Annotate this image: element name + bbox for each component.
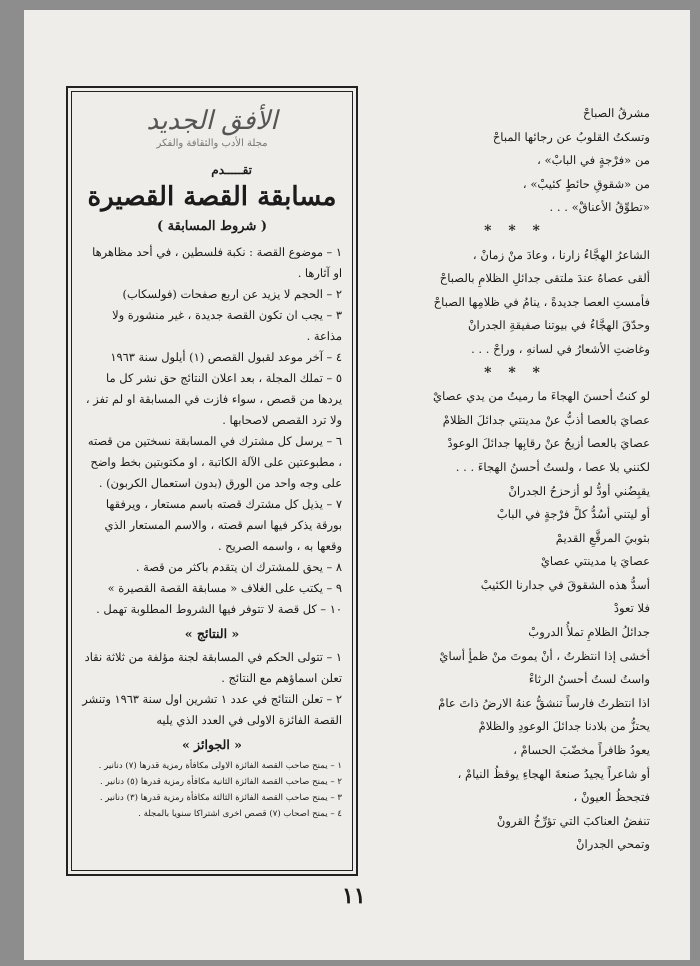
poem-line: أخشى إذا انتظرتُ ، أنْ يموتَ منْ ظمأٍ أسايْ: [439, 648, 650, 663]
prizes-list: [82, 758, 342, 822]
prize-item: ٢ – يمنح صاحب القصة الفائزة الثانية مكافأة رمزية قدرها (٥) دنانير .: [100, 777, 342, 787]
condition-item: ٥ – تملك المجلة ، بعد اعلان النتائج حق نشر كل ما يردها من قصص ، سواء فازت في المسابقة او لم تفز ، ولا ترد القصص لاصحابها .: [85, 371, 342, 427]
poem-line: من «فرْجةٍ في البابْ» ،: [537, 153, 650, 168]
contest-announcement-inner: [71, 91, 353, 871]
presents-label: تقـــــدم: [211, 163, 252, 177]
poem-line: اذا انتظرتُ فارساً تنشقُّ عنهُ الارضُ ذاتَ عامْ: [438, 695, 650, 710]
poem-line: مشرقُ الصباحْ: [583, 106, 650, 120]
prize-item: ٣ – يمنح صاحب القصة الفائزة الثالثة مكافأة رمزية قدرها (٣) دنانير .: [99, 793, 342, 803]
poem-line: يعودُ ظافراً مخضّبَ الحسامْ ،: [513, 743, 650, 758]
document-page: [24, 10, 690, 960]
poem-line: واستُ لستُ أحسنُ الرثاءْ: [528, 672, 650, 687]
poem-line: فلا تعودْ: [613, 601, 650, 616]
poem-line: يقبِضُني أودُّ لو أزحزحُ الجدرانْ: [508, 483, 650, 498]
poem-line: أو ليتني أسُدُّ كلَّ فرْجةٍ في البابْ: [496, 507, 650, 522]
poem-line: وتسكتُ القلوبُ عن رجائها المباحْ: [492, 129, 650, 144]
condition-item: ٧ – يذيل كل مشترك قصته باسم مستعار ، ويرفقها بورقة يذكر فيها اسم قصته ، والاسم المستعار الذي وقعها به ، واسمه الصريح .: [104, 497, 342, 553]
poem-line: وتمحي الجدرانْ: [575, 837, 650, 852]
prizes-title: « الجوائز »: [182, 737, 242, 752]
condition-item: ٤ – آخر موعد لقبول القصص (١) أيلول سنة ١٩٦٣: [110, 350, 342, 364]
poem-line: عصايَ بالعصا أذبُّ عنْ مدينتي جدائلَ الظلامْ: [442, 412, 650, 427]
section-divider: * * *: [484, 364, 546, 381]
poem-line: أسدُّ هذه الشقوقَ في جدارنا الكئيبْ: [480, 577, 650, 592]
condition-item: ٨ – يحق للمشترك ان يتقدم باكثر من قصة .: [135, 560, 342, 574]
contest-announcement-box: [66, 86, 358, 876]
poem-line: الشاعرُ الهجَّاءُ زارنا ، وعادَ منْ زمانْ ،: [472, 247, 650, 262]
conditions-title: ( شروط المسابقة ): [156, 219, 268, 234]
results-title: « النتائج »: [184, 626, 240, 641]
section-divider: * * *: [484, 222, 546, 239]
condition-item: ٩ – يكتب على الغلاف « مسابقة القصة القصيرة »: [107, 581, 342, 595]
condition-item: ١٠ – كل قصة لا تتوفر فيها الشروط المطلوبة تهمل .: [96, 602, 342, 616]
poem-line: عصايَ بالعصا أزيحُ عنْ رقابِها جدائلَ الوعودْ: [447, 436, 650, 451]
result-item: ٢ – تعلن النتائج في عدد ١ تشرين اول سنة ١٩٦٣ وتنشر القصة الفائزة الاولى في العدد الذي يليه: [82, 692, 342, 727]
poem-line: ألقى عصاهُ عندَ ملتقى جدائلِ الظلامِ بالصباحْ: [439, 271, 650, 286]
condition-item: ٦ – يرسل كل مشترك في المسابقة نسختين من قصته ، مطبوعتين على الآلة الكاتبة ، او مكتوبتين بخط واضح على وجه واحد من الورق (بدون استعمال الكربون) .: [87, 434, 342, 490]
poem-column: [380, 102, 650, 857]
poem-line: جدائلُ الظلامِ تملأُ الدروبْ: [528, 625, 650, 640]
poem-line: عصايَ يا مدينتي عصايْ: [540, 554, 650, 569]
conditions-list: [82, 242, 342, 620]
condition-item: ٣ – يجب ان تكون القصة جديدة ، غير منشورة ولا مذاعة .: [112, 308, 342, 343]
condition-item: ٢ – الحجم لا يزيد عن اربع صفحات (فولسكاب): [122, 287, 342, 301]
poem-line: من «شقوقِ حائطٍ كئيبْ» ،: [522, 176, 650, 191]
results-list: [82, 647, 342, 731]
contest-title: مسابقة القصة القصيرة: [87, 182, 337, 212]
poem-line: تنفضُ العناكبَ التي تؤرِّخُ القرونْ: [496, 813, 650, 828]
poem-line: بثوبيَ المرقَّعِ القديمْ: [555, 530, 650, 545]
prize-item: ١ – يمنح صاحب القصة الفائزة الاولى مكافأة رمزية قدرها (٧) دنانير .: [98, 761, 342, 771]
poem-line: وحدّقَ الهجَّاءُ في بيوتنا صفيقةِ الجدرانْ: [468, 318, 650, 333]
prize-item: ٤ – يمنح اصحاب (٧) قصص اخرى اشتراكا سنويا بالمجلة .: [138, 809, 342, 819]
magazine-logo: الأفق الجديد: [146, 106, 278, 136]
poem-line: لكنني بلا عصا ، ولستُ أحسنُ الهجاءَ . . .: [455, 459, 650, 474]
result-item: ١ – تتولى الحكم في المسابقة لجنة مؤلفة من ثلاثة نقاد تعلن اسماؤهم مع النتائج .: [84, 650, 342, 685]
poem-line: أو شاعراً يجيدُ صنعةَ الهجاءِ يوقظُ النيامْ ،: [457, 766, 650, 781]
poem-line: فأمستِ العصا جديدةً ، ينامُ في ظلامِها الصباحْ: [433, 294, 650, 309]
poem-line: «تطوِّقُ الأعناقْ» . . .: [549, 200, 650, 215]
poem-line: وغاضتِ الأشعارُ في لسانهِ ، وراحْ . . .: [471, 341, 650, 356]
condition-item: ١ – موضوع القصة : نكبة فلسطين ، في أحد مظاهرها او آثارها .: [92, 245, 342, 280]
page-number: ١١: [342, 883, 366, 909]
magazine-subtitle: مجلة الأدب والثقافة والفكر: [156, 138, 268, 149]
poem-line: فتجحظُ العيونْ ،: [573, 790, 650, 805]
poem-line: يحتزُّ من بلادنا جدائلَ الوعودِ والظلامْ: [478, 719, 650, 734]
poem-line: لو كنتُ أحسنَ الهجاءَ ما رميتُ من يدي عصايْ: [433, 389, 650, 404]
